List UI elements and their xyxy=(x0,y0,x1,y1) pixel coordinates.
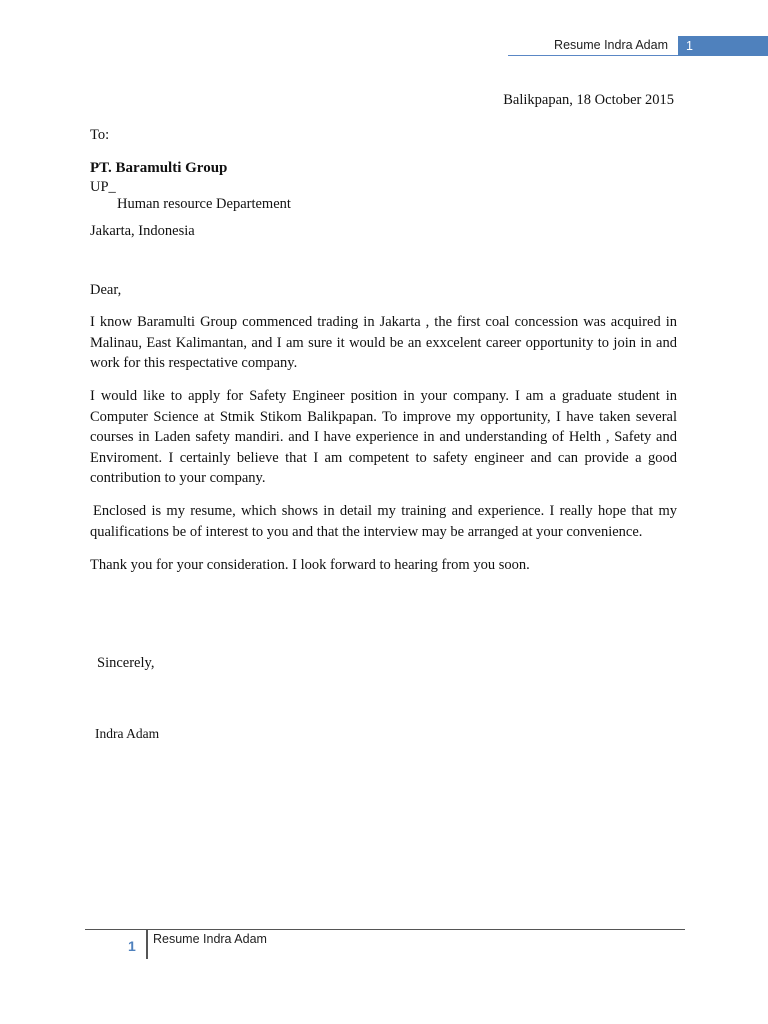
footer-page-number: 1 xyxy=(128,938,136,954)
closing: Sincerely, xyxy=(97,655,155,671)
up-line: UP_ xyxy=(90,179,116,195)
page-header xyxy=(0,36,768,56)
paragraph-thanks: Thank you for your consideration. I look forward to hearing from you soon. xyxy=(90,557,530,573)
paragraph-application: I would like to apply for Safety Engineer position in your company. I am a graduate student in Computer Science at Stmik Stikom Balikpapan. To improve my opportunity, I have taken several courses in Laden safety mandiri. and I have experience in and understanding of Helth , Safety and Enviroment. I certainly believe that I am competent to safety engineer and can provide a good contribution to your company. xyxy=(90,388,677,486)
footer-divider xyxy=(146,929,148,959)
company-name: PT. Baramulti Group xyxy=(90,160,228,176)
signature-name: Indra Adam xyxy=(95,726,160,741)
to-label: To: xyxy=(90,127,110,143)
letter-date: Balikpapan, 18 October 2015 xyxy=(503,92,674,108)
city: Jakarta, Indonesia xyxy=(90,223,195,239)
header-rule xyxy=(508,55,680,56)
paragraph-intro: I know Baramulti Group commenced trading in Jakarta , the first coal concession was acquired in Malinau, East Kalimantan, and I am sure it would be an exxcelent career opportunity to join in and work for this respectative company. xyxy=(90,314,677,371)
header-page-number: 1 xyxy=(678,36,768,56)
department: Human resource Departement xyxy=(117,196,291,212)
salutation: Dear, xyxy=(90,282,122,298)
footer-title: Resume Indra Adam xyxy=(153,932,267,946)
footer-rule xyxy=(85,929,685,930)
header-title: Resume Indra Adam xyxy=(554,38,668,52)
paragraph-enclosure: Enclosed is my resume, which shows in detail my training and experience. I really hope that my qualifications be of interest to you and that the interview may be arranged at your convenience. xyxy=(90,503,677,540)
